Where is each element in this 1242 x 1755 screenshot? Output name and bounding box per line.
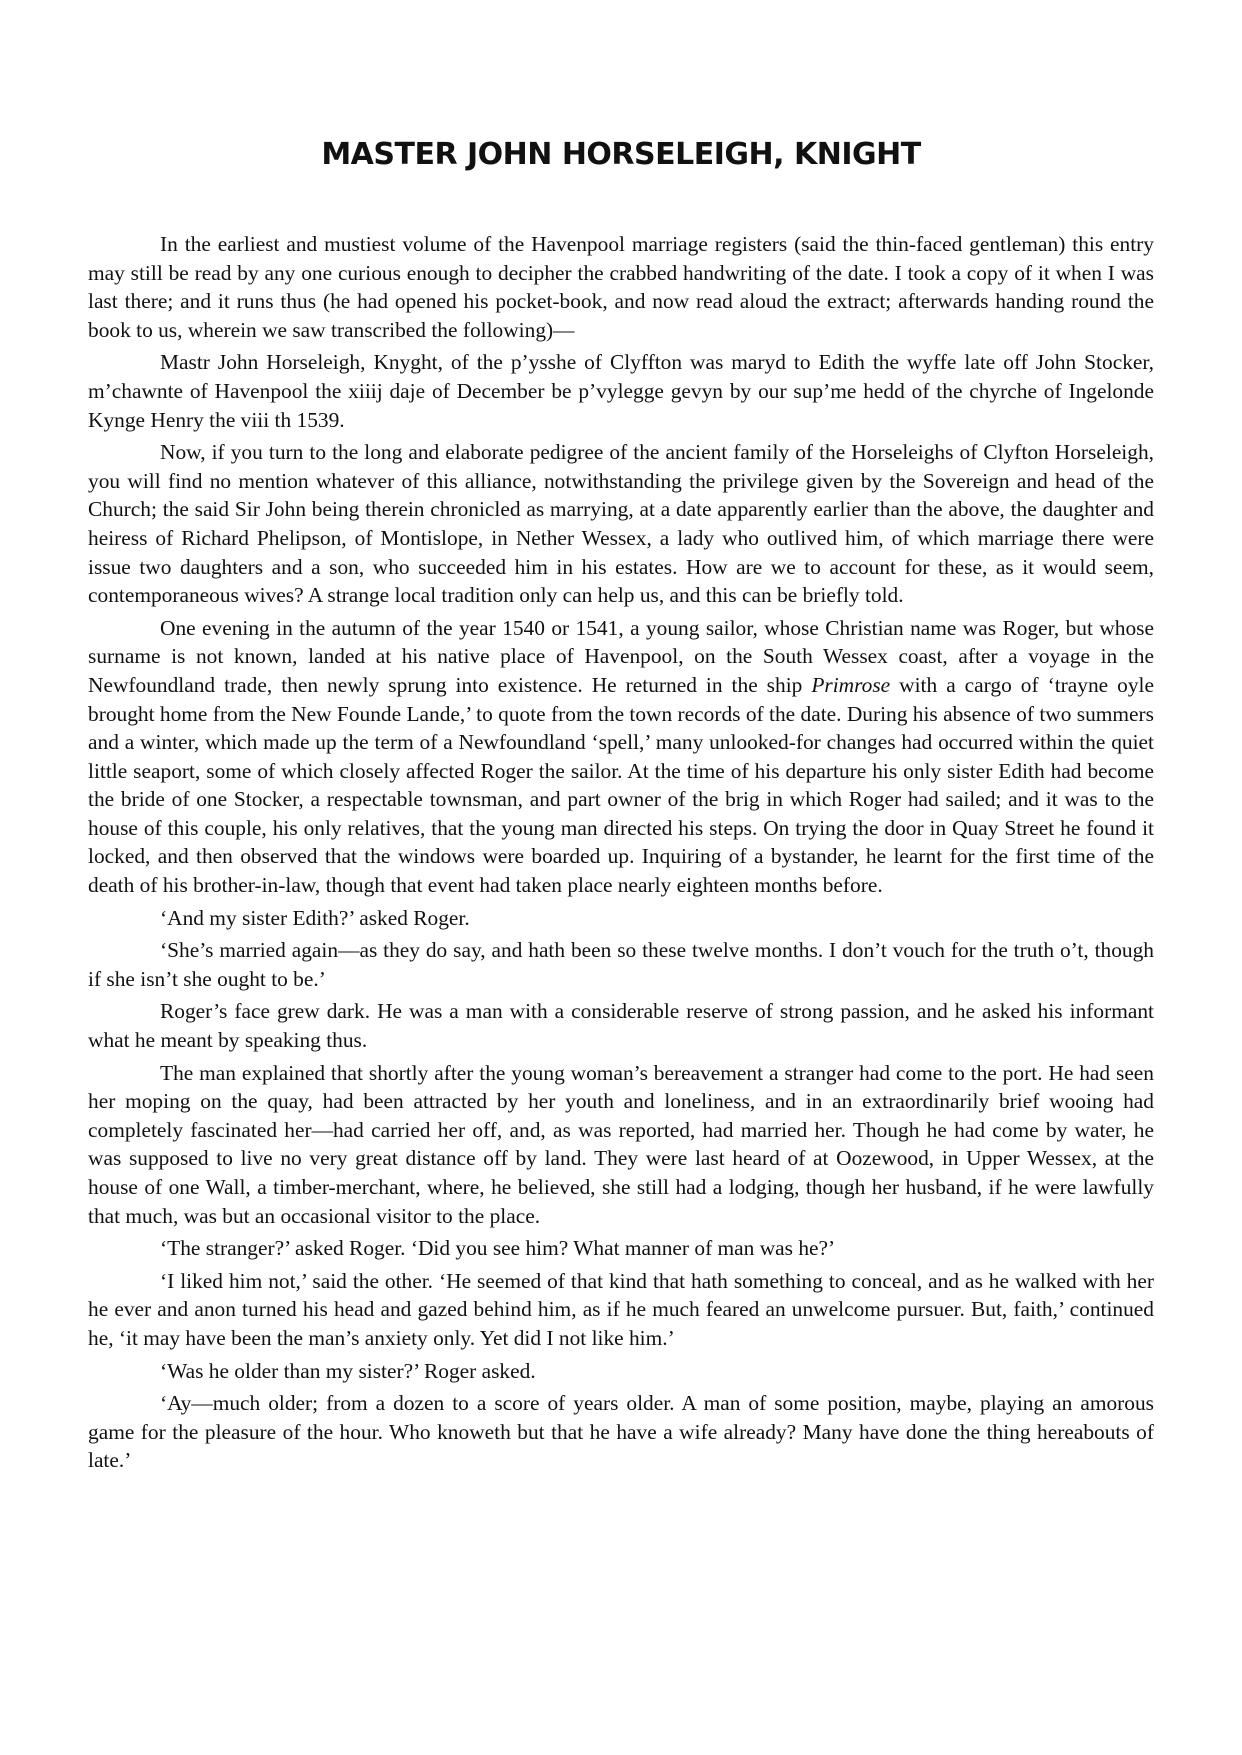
paragraph-dialogue: ‘I liked him not,’ said the other. ‘He seemed of that kind that hath something to conceal, and as he walked with her he ever and anon turned his head and gazed behind him, as if he much feared an unwelcome pursuer. But, faith,’ continued he, ‘it may have been the man’s anxiety only. Yet did I not like him.’	[88, 1268, 1154, 1350]
paragraph-roger-return	[88, 614, 1154, 900]
paragraph-register-extract: Mastr John Horseleigh, Knyght, of the p’ysshe of Clyffton was maryd to Edith the wyffe late off John Stocker, m’chawnte of Havenpool the xiiij daje of December be p’vylegge gevyn by our sup’me hedd of the chyrche of Ingelonde Kynge Henry the viii th 1539.	[88, 350, 1154, 432]
ship-name: Primrose	[811, 672, 891, 697]
paragraph-dialogue: ‘She’s married again—as they do say, and hath been so these twelve months. I don’t vouch for the truth o’t, though if she isn’t she ought to be.’	[88, 938, 1154, 991]
document-page	[88, 0, 1154, 1755]
paragraph-opening: In the earliest and mustiest volume of the Havenpool marriage registers (said the thin-faced gentleman) this entry may still be read by any one curious enough to decipher the crabbed handwriting of the date. I took a copy of it when I was last there; and it runs thus (he had opened his pocket-book, and now read aloud the extract; afterwards handing round the book to us, wherein we saw transcribed the following)—	[88, 232, 1154, 342]
paragraph-text-segment: One evening in the autumn of the year 1540 or 1541, a young sailor, whose Christian name was Roger, but whose surname is not known, landed at his native place of Havenpool, on the South Wessex coast, after a voyage in the Newfoundland trade, then newly sprung into existence. He returned in the ship	[88, 615, 1154, 697]
paragraph-narration: The man explained that shortly after the young woman’s bereavement a stranger had come to the port. He had seen her moping on the quay, had been attracted by her youth and loneliness, and in an extraordinarily brief wooing had completely fascinated her—had carried her off, and, as was reported, had married her. Though he had come by water, he was supposed to live no very great distance off by land. They were last heard of at Oozewood, in Upper Wessex, at the house of one Wall, a timber-merchant, where, he believed, she still had a lodging, though her husband, if he were lawfully that much, was but an occasional visitor to the place.	[88, 1060, 1154, 1228]
paragraph-dialogue: ‘Was he older than my sister?’ Roger asked.	[160, 1358, 536, 1383]
paragraph-pedigree: Now, if you turn to the long and elaborate pedigree of the ancient family of the Horseleighs of Clyfton Horseleigh, you will find no mention whatever of this alliance, notwithstanding the privilege given by the Sovereign and head of the Church; the said Sir John being therein chronicled as marrying, at a date apparently earlier than the above, the daughter and heiress of Richard Phelipson, of Montislope, in Nether Wessex, a lady who outlived him, of which marriage there were issue two daughters and a son, who succeeded him in his estates. How are we to account for these, as it would seem, contemporaneous wives? A strange local tradition only can help us, and this can be briefly told.	[88, 440, 1154, 608]
paragraph-dialogue: ‘And my sister Edith?’ asked Roger.	[160, 905, 470, 930]
paragraph-text-segment: with a cargo of ‘trayne oyle brought home from the New Founde Lande,’ to quote from the town records of the date. During his absence of two summers and a winter, which made up the term of a Newfoundland ‘spell,’ many unlooked-for changes had occurred within the quiet little seaport, some of which closely affected Roger the sailor. At the time of his departure his only sister Edith had become the bride of one Stocker, a respectable townsman, and part owner of the brig in which Roger had sailed; and it was to the house of this couple, his only relatives, that the young man directed his steps. On trying the door in Quay Street he found it locked, and then observed that the windows were boarded up. Inquiring of a bystander, he learnt for the first time of the death of his brother-in-law, though that event had taken place nearly eighteen months before.	[88, 672, 1154, 898]
paragraph-dialogue: ‘The stranger?’ asked Roger. ‘Did you see him? What manner of man was he?’	[160, 1236, 836, 1261]
chapter-body	[88, 230, 1154, 1479]
chapter-title: MASTER JOHN HORSELEIGH, KNIGHT	[321, 137, 921, 172]
paragraph-dialogue: ‘Ay—much older; from a dozen to a score of years older. A man of some position, maybe, playing an amorous game for the pleasure of the hour. Who knoweth but that he have a wife already? Many have done the thing hereabouts of late.’	[88, 1391, 1154, 1473]
paragraph-narration: Roger’s face grew dark. He was a man with a considerable reserve of strong passion, and he asked his informant what he meant by speaking thus.	[88, 999, 1154, 1053]
